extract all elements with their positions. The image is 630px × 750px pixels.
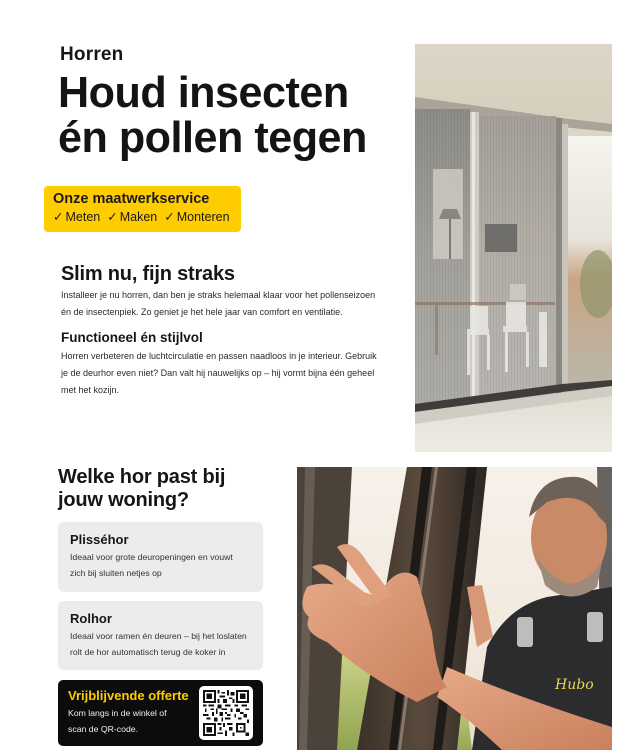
section-title: Slim nu, fijn straks: [61, 263, 235, 285]
headline-line-1: Houd insecten: [58, 68, 349, 117]
cta-line: Kom langs in de winkel of: [68, 708, 167, 718]
cta-line: scan de QR-code.: [68, 724, 139, 734]
page-headline: [58, 70, 367, 160]
cta-title: Vrijblijvende offerte: [68, 688, 189, 703]
section-title: Functioneel én stijlvol: [61, 330, 203, 345]
checkmark-icon: ✓: [164, 210, 175, 224]
installer-photo: [297, 467, 612, 750]
service-steps: [53, 210, 232, 225]
qr-code-icon[interactable]: [199, 686, 253, 740]
card-line: Ideaal voor grote deuropeningen en vouwt: [70, 552, 233, 562]
insect-screen-door-photo: [415, 44, 612, 452]
service-step-install: [164, 210, 229, 225]
card-roller-screen: [58, 601, 263, 670]
body-line: Installeer je nu horren, dan ben je straks helemaal klaar voor het pollenseizoen: [61, 290, 376, 300]
card-title: Plisséhor: [70, 532, 129, 547]
category-kicker: Horren: [60, 44, 124, 65]
section-body: [61, 287, 381, 321]
card-line: Ideaal voor ramen én deuren – bij het loslaten: [70, 631, 247, 641]
hubo-logo: Hubo: [555, 677, 594, 693]
section-smart-now: [61, 263, 381, 321]
checkmark-icon: ✓: [53, 210, 64, 224]
body-line: én de insectenpiek. Zo geniet je het hele jaar van comfort en ventilatie.: [61, 307, 343, 317]
body-line: met het kozijn.: [61, 385, 120, 395]
card-line: zich bij sluiten netjes op: [70, 568, 162, 578]
qr-code-graphic: [203, 690, 249, 736]
section-functional: [61, 330, 381, 399]
service-step-label: Meten: [65, 210, 101, 224]
headline-line-2: én pollen tegen: [58, 113, 367, 162]
section-body: [61, 348, 381, 399]
quote-cta-card: [58, 680, 263, 746]
card-title: Rolhor: [70, 611, 112, 626]
door-photo-illustration: [415, 44, 612, 452]
service-step-label: Maken: [119, 210, 158, 224]
card-pleated-screen: [58, 522, 263, 592]
question-line-1: Welke hor past bij: [58, 466, 226, 488]
screen-type-question: [58, 466, 268, 512]
body-line: je de deurhor even niet? Dan valt hij nauwelijks op – hij vormt bijna één geheel: [61, 368, 375, 378]
service-step-make: [107, 210, 157, 225]
question-line-2: jouw woning?: [58, 489, 189, 511]
checkmark-icon: ✓: [107, 210, 118, 224]
installer-photo-illustration: [297, 467, 612, 750]
service-badge: [44, 186, 241, 232]
card-line: rolt de hor automatisch terug de koker in: [70, 647, 226, 657]
cta-description: [68, 705, 188, 737]
service-step-measure: [53, 210, 100, 225]
card-description: [70, 628, 251, 660]
card-description: [70, 549, 251, 581]
body-line: Horren verbeteren de luchtcirculatie en passen naadloos in je interieur. Gebruik: [61, 351, 377, 361]
service-step-label: Monteren: [176, 210, 230, 224]
service-badge-title: Onze maatwerkservice: [53, 191, 210, 207]
